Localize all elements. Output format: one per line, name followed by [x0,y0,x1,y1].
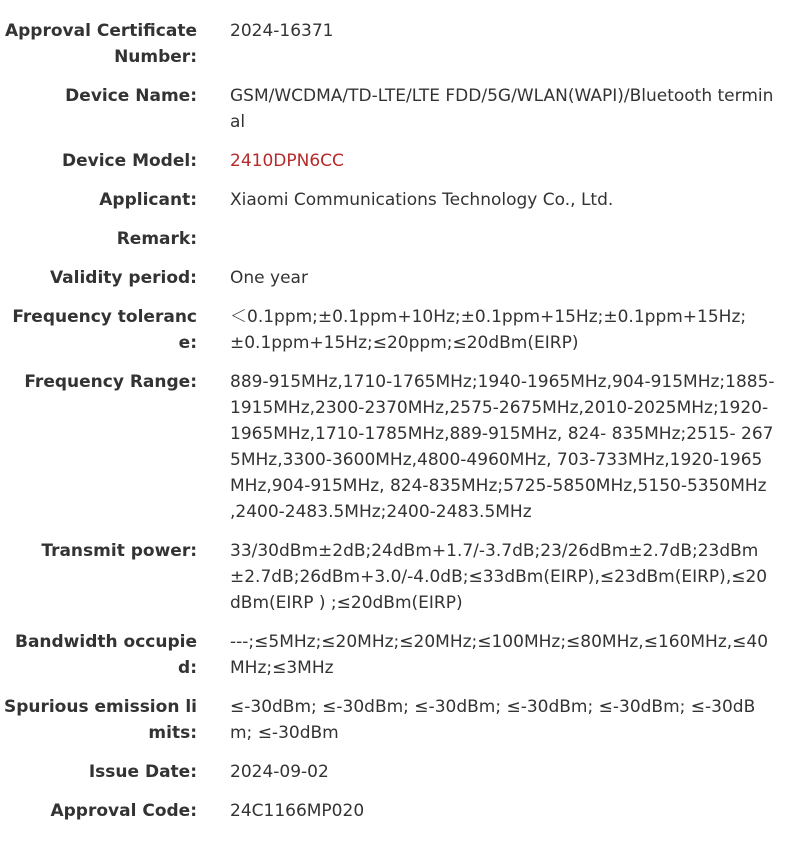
frequency-range-label: Frequency Range: [24,372,197,392]
transmit-power-label: Transmit power: [41,541,197,561]
spurious-emission-limits-value: ≤-30dBm; ≤-30dBm; ≤-30dBm; ≤-30dBm; ≤-30dBm; ≤-30dBm; ≤-30dBm [230,697,756,743]
frequency-range-value: 889-915MHz,1710-1765MHz;1940-1965MHz,904-915MHz;1885-1915MHz,2300-2370MHz,2575-2675MHz,2010-2025MHz;1920-1965MHz,1710-1785MHz,889-915MHz, 824- 835MHz;2515- 2675MHz,3300-3600MHz,4800-4960MHz, 703-733MHz,1920-1965MHz,904-915MHz, 824-835MHz;5725-5850MHz,5150-5350MHz ,2400-2483.5MHz;2400-2483.5MHz [230,372,775,522]
device-model-value: 2410DPN6CC [230,151,344,171]
remark-label: Remark: [116,229,197,249]
row-transmit-power [0,538,800,616]
row-spurious-emission-limits [0,694,800,746]
applicant-value: Xiaomi Communications Technology Co., Ltd. [230,190,614,210]
row-applicant [0,187,800,213]
approval-code-value: 24C1166MP020 [230,801,365,821]
issue-date-label: Issue Date: [88,762,197,782]
validity-period-value: One year [230,268,308,288]
applicant-label: Applicant: [99,190,197,210]
row-approval-code [0,798,800,824]
bandwidth-occupied-value: ---;≤5MHz;≤20MHz;≤20MHz;≤100MHz;≤80MHz,≤160MHz,≤40MHz;≤3MHz [230,632,769,678]
frequency-tolerance-value: ＜0.1ppm;±0.1ppm+10Hz;±0.1ppm+15Hz;±0.1ppm+15Hz;±0.1ppm+15Hz;≤20ppm;≤20dBm(EIRP) [230,307,747,353]
device-model-label: Device Model: [62,151,197,171]
row-validity-period [0,265,800,291]
approval-certificate-number-value: 2024-16371 [230,21,334,41]
row-frequency-range [0,369,800,525]
issue-date-value: 2024-09-02 [230,762,329,782]
frequency-tolerance-label: Frequency tolerance: [12,307,197,353]
transmit-power-value: 33/30dBm±2dB;24dBm+1.7/-3.7dB;23/26dBm±2.7dB;23dBm±2.7dB;26dBm+3.0/-4.0dB;≤33dBm(EIRP),≤23dBm(EIRP),≤20dBm(EIRP ) ;≤20dBm(EIRP) [230,541,768,613]
row-issue-date [0,759,800,785]
row-bandwidth-occupied [0,629,800,681]
validity-period-label: Validity period: [49,268,197,288]
row-device-name [0,83,800,135]
approval-code-label: Approval Code: [50,801,197,821]
row-frequency-tolerance [0,304,800,356]
spurious-emission-limits-label: Spurious emission limits: [3,697,197,743]
row-device-model [0,148,800,174]
device-name-label: Device Name: [65,86,197,106]
device-name-value: GSM/WCDMA/TD-LTE/LTE FDD/5G/WLAN(WAPI)/Bluetooth terminal [230,86,774,132]
bandwidth-occupied-label: Bandwidth occupied: [14,632,197,678]
approval-certificate-number-label: Approval Certificate Number: [4,21,197,67]
row-approval-certificate-number [0,18,800,70]
row-remark [0,226,800,252]
